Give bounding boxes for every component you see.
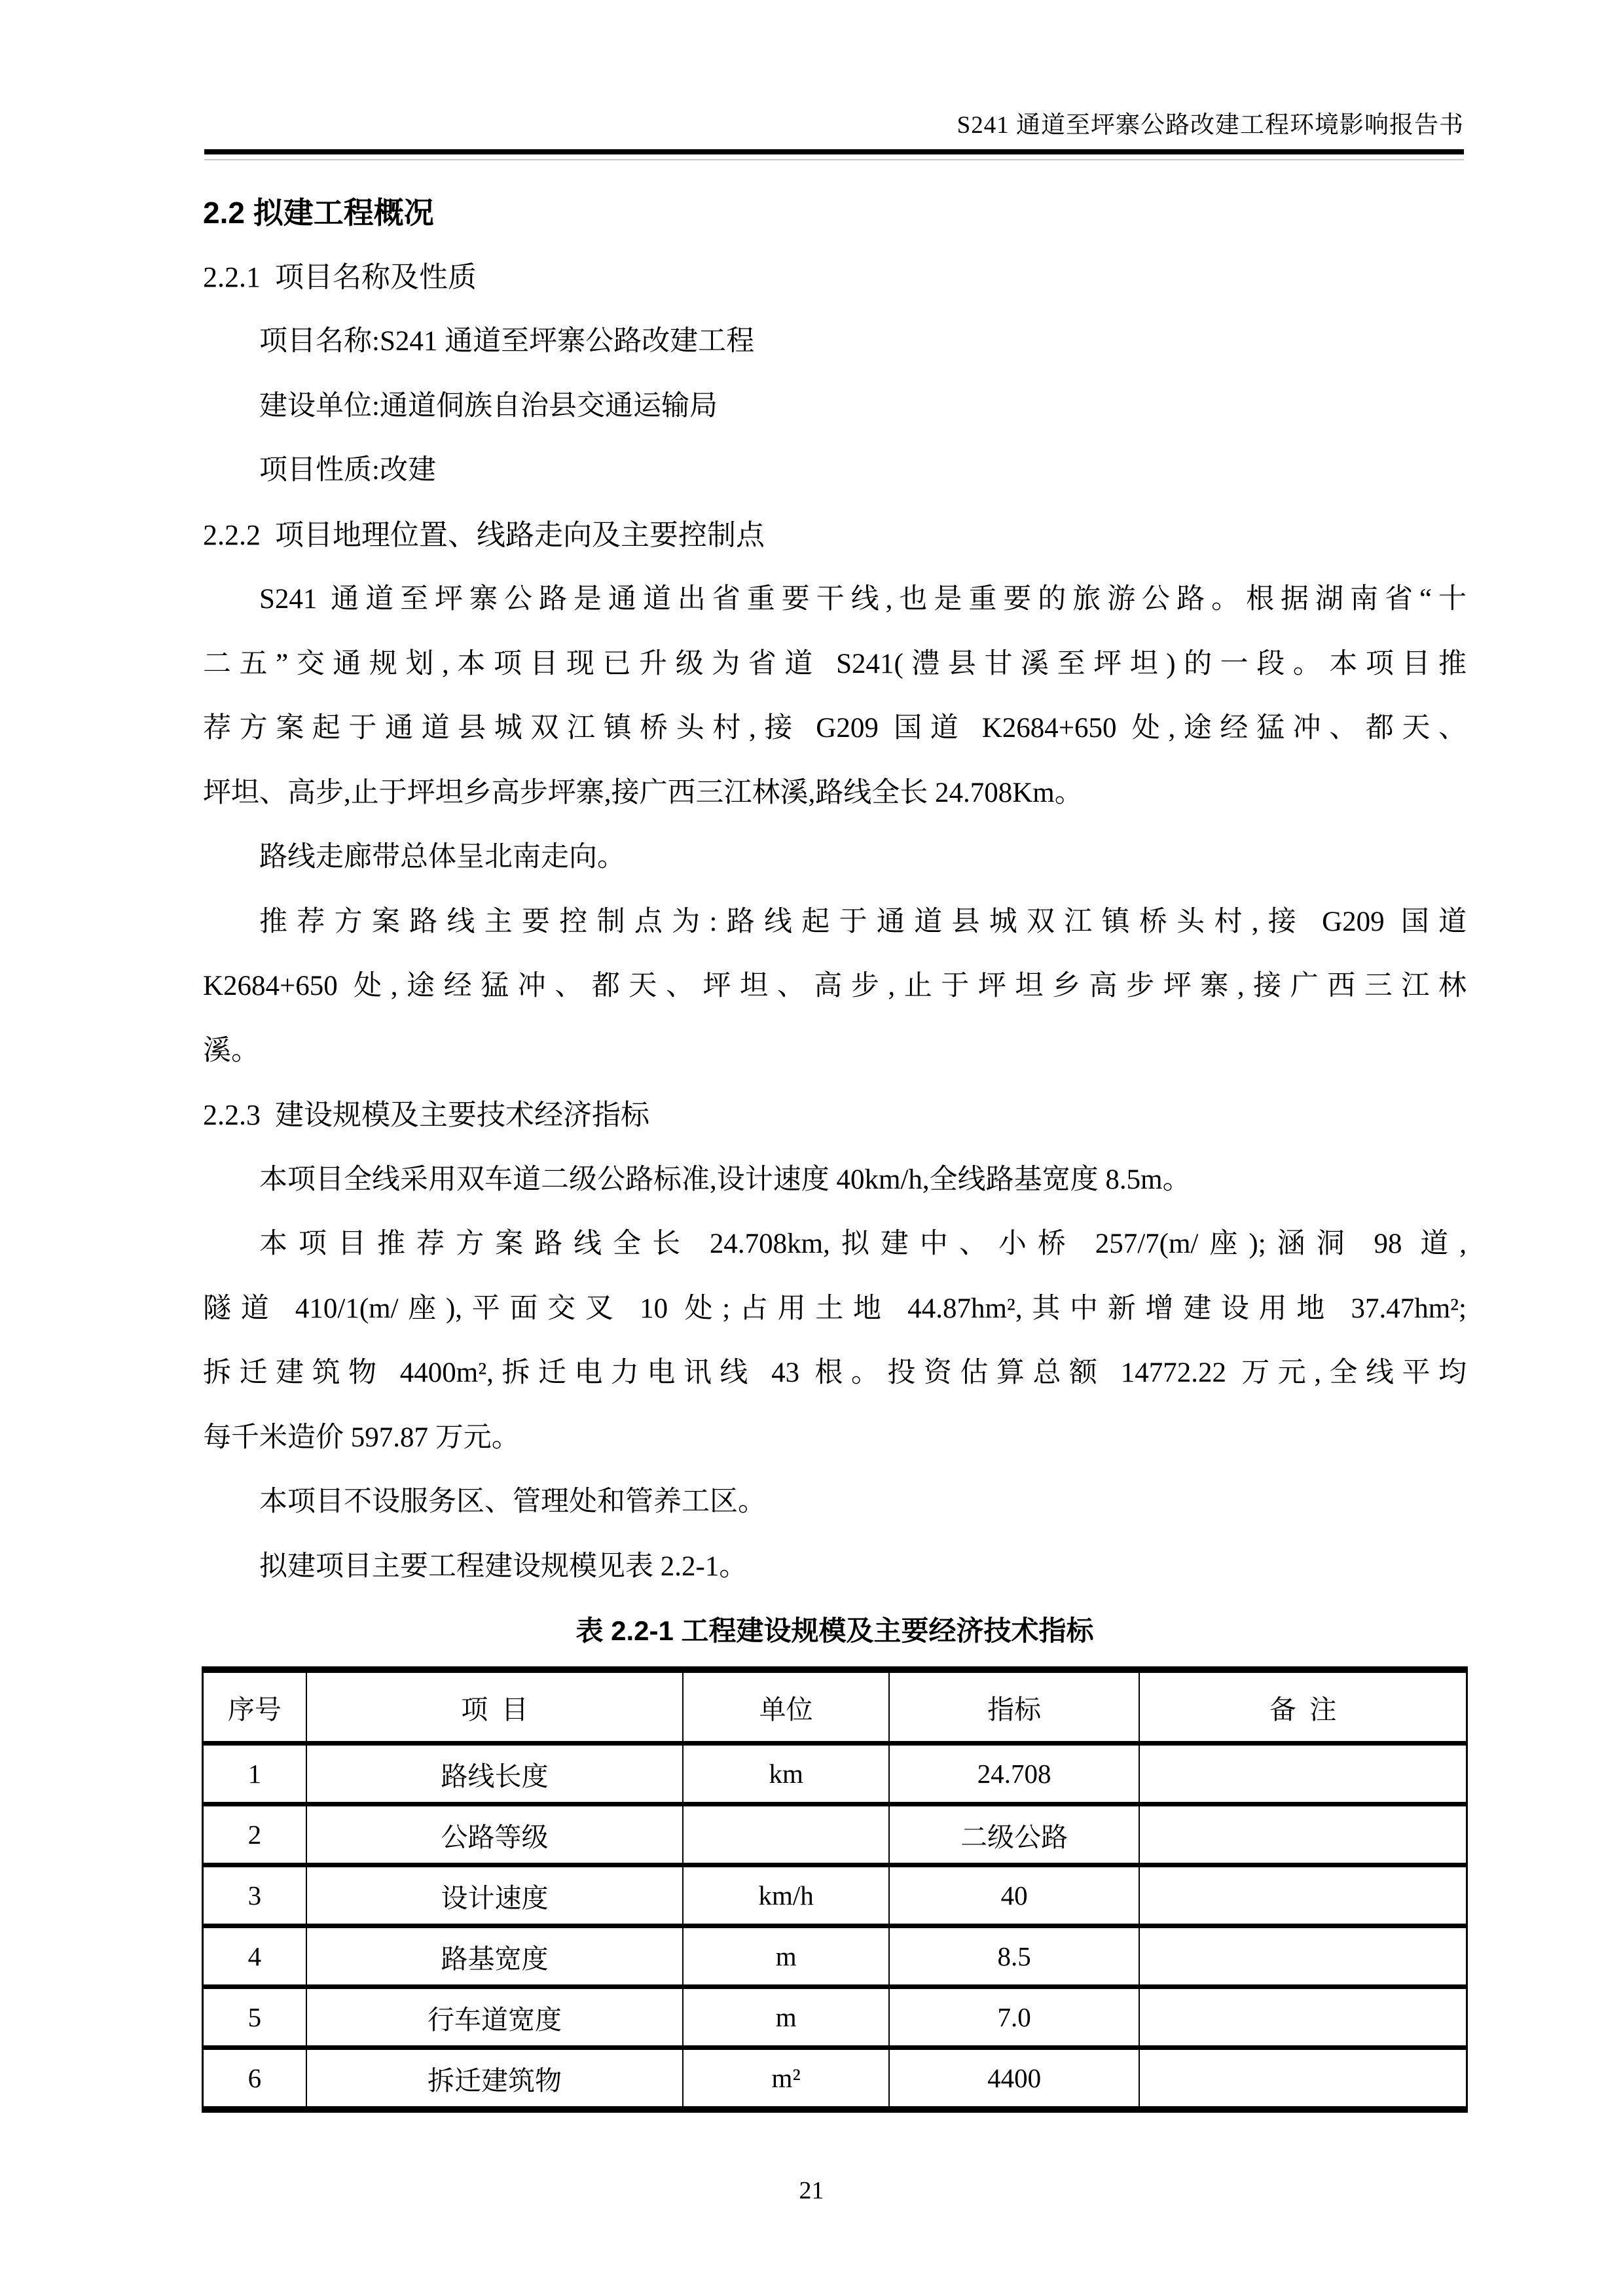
cell-item: 设计速度 xyxy=(306,1865,683,1926)
para-route-overview-line-2: 二五”交通规划,本项目现已升级为省道 S241(澧县甘溪至坪坦)的一段。本项目推 xyxy=(203,648,1467,679)
cell-note xyxy=(1139,1987,1467,2048)
table-row xyxy=(203,2048,1467,2110)
para-route-overview-line-4: 坪坦、高步,止于坪坦乡高步坪寨,接广西三江林溪,路线全长 24.708Km。 xyxy=(203,777,1083,808)
table-row xyxy=(203,1865,1467,1926)
header-cell-item: 项 目 xyxy=(306,1670,683,1744)
para-route-overview-line-3: 荐方案起于通道县城双江镇桥头村,接 G209 国道 K2684+650 处,途经猛冲、都天、 xyxy=(203,713,1467,744)
cell-note xyxy=(1139,1926,1467,1987)
cell-unit: m xyxy=(683,1926,889,1987)
line-construction-unit: 建设单位:通道侗族自治县交通运输局 xyxy=(259,390,718,422)
cell-no: 6 xyxy=(203,2048,306,2110)
cell-no: 3 xyxy=(203,1865,306,1926)
cell-note xyxy=(1139,1744,1467,1804)
para-table-reference: 拟建项目主要工程建设规模见表 2.2-1。 xyxy=(259,1551,748,1582)
cell-no: 4 xyxy=(203,1926,306,1987)
spec-table xyxy=(202,1666,1468,2113)
cell-note xyxy=(1139,1865,1467,1926)
cell-value: 40 xyxy=(889,1865,1139,1926)
para-design-standard: 本项目全线采用双车道二级公路标准,设计速度 40km/h,全线路基宽度 8.5m。 xyxy=(259,1164,1191,1195)
cell-item: 路线长度 xyxy=(306,1744,683,1804)
heading-section-2-2-3: 2.2.3 建设规模及主要技术经济指标 xyxy=(203,1099,649,1131)
para-corridor-direction: 路线走廊带总体呈北南走向。 xyxy=(259,842,625,872)
para-scale-line-3: 拆迁建筑物 4400m²,拆迁电力电讯线 43 根。投资估算总额 14772.22 万元,全线平均 xyxy=(203,1357,1467,1388)
table-row xyxy=(203,1926,1467,1987)
header-cell-note: 备 注 xyxy=(1139,1670,1467,1744)
line-project-name: 项目名称:S241 通道至坪寨公路改建工程 xyxy=(259,326,755,357)
header-cell-no: 序号 xyxy=(203,1670,306,1744)
table-caption: 表 2.2-1 工程建设规模及主要经济技术指标 xyxy=(575,1615,1094,1646)
cell-value: 4400 xyxy=(889,2048,1139,2110)
cell-value: 24.708 xyxy=(889,1744,1139,1804)
para-scale-line-2: 隧道 410/1(m/座),平面交叉 10 处;占用土地 44.87hm²,其中新增建设用地 37.47hm²; xyxy=(203,1293,1467,1324)
para-control-points-line-3: 溪。 xyxy=(203,1035,259,1066)
heading-section-2-2-2: 2.2.2 项目地理位置、线路走向及主要控制点 xyxy=(203,518,765,551)
header-cell-unit: 单位 xyxy=(683,1670,889,1744)
para-route-overview-line-1: S241 通道至坪寨公路是通道出省重要干线,也是重要的旅游公路。根据湖南省“十 xyxy=(259,584,1467,615)
para-control-points-line-2: K2684+650 处,途经猛冲、都天、坪坦、高步,止于坪坦乡高步坪寨,接广西三江林 xyxy=(203,971,1467,1001)
cell-unit: m xyxy=(683,1987,889,2048)
cell-value: 7.0 xyxy=(889,1987,1139,2048)
cell-item: 公路等级 xyxy=(306,1804,683,1865)
cell-item: 行车道宽度 xyxy=(306,1987,683,2048)
header-rule xyxy=(204,149,1464,154)
para-control-points-line-1: 推荐方案路线主要控制点为:路线起于通道县城双江镇桥头村,接 G209 国道 xyxy=(259,906,1467,937)
cell-note xyxy=(1139,1804,1467,1865)
para-scale-line-1: 本项目推荐方案路线全长 24.708km,拟建中、小桥 257/7(m/座);涵洞 98 道, xyxy=(259,1229,1467,1259)
table-header-row xyxy=(203,1670,1467,1744)
cell-no: 5 xyxy=(203,1987,306,2048)
page-number: 21 xyxy=(799,2177,824,2204)
line-project-nature: 项目性质:改建 xyxy=(259,455,436,486)
heading-section-2-2: 2.2 拟建工程概况 xyxy=(203,196,434,230)
cell-no: 2 xyxy=(203,1804,306,1865)
cell-note xyxy=(1139,2048,1467,2110)
cell-unit xyxy=(683,1804,889,1865)
table-row xyxy=(203,1744,1467,1804)
cell-item: 拆迁建筑物 xyxy=(306,2048,683,2110)
table-row xyxy=(203,1987,1467,2048)
cell-unit: km xyxy=(683,1744,889,1804)
cell-item: 路基宽度 xyxy=(306,1926,683,1987)
page-header-title: S241 通道至坪寨公路改建工程环境影响报告书 xyxy=(957,112,1464,139)
header-cell-value: 指标 xyxy=(889,1670,1139,1744)
para-scale-line-4: 每千米造价 597.87 万元。 xyxy=(203,1422,520,1453)
cell-unit: km/h xyxy=(683,1865,889,1926)
cell-unit: m² xyxy=(683,2048,889,2110)
header-rule-shadow xyxy=(204,159,1464,160)
body-content xyxy=(203,181,1467,1599)
cell-value: 二级公路 xyxy=(889,1804,1139,1865)
para-no-service-area: 本项目不设服务区、管理处和管养工区。 xyxy=(259,1486,766,1517)
cell-value: 8.5 xyxy=(889,1926,1139,1987)
table-row xyxy=(203,1804,1467,1865)
heading-section-2-2-1: 2.2.1 项目名称及性质 xyxy=(203,260,477,293)
cell-no: 1 xyxy=(203,1744,306,1804)
